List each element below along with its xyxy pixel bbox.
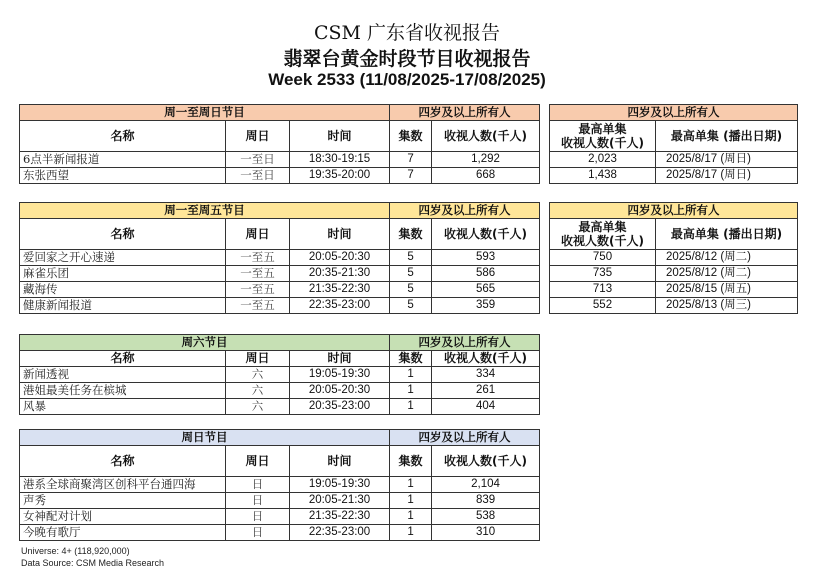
col-viewers: 收视人数(千人): [432, 446, 540, 477]
program-viewers: 593: [432, 250, 540, 266]
report-week: Week 2533 (11/08/2025-17/08/2025): [268, 70, 546, 89]
table-row: [20, 383, 540, 399]
col-peak-line1: 最高单集: [578, 122, 627, 136]
section-header: 周日节目: [20, 430, 390, 446]
col-day: 周日: [226, 446, 290, 477]
program-time: 22:35-23:00: [290, 298, 390, 314]
peak-viewers: 713: [550, 282, 656, 298]
col-episodes: 集数: [390, 219, 432, 250]
table-row: [550, 266, 798, 282]
col-peak-line1: 最高单集: [578, 220, 627, 234]
program-time: 18:30-19:15: [290, 152, 390, 168]
section-header: 周一至周日节目: [20, 105, 390, 121]
program-viewers: 261: [432, 383, 540, 399]
table-row: [20, 399, 540, 415]
program-name: 港姐最美任务在槟城: [20, 383, 226, 399]
col-viewers: 收视人数(千人): [432, 219, 540, 250]
program-name: 健康新闻报道: [20, 298, 226, 314]
program-episodes: 7: [390, 168, 432, 184]
audience-header: 四岁及以上所有人: [390, 335, 540, 351]
program-time: 20:35-23:00: [290, 399, 390, 415]
table-row: [20, 367, 540, 383]
peak-viewers: 750: [550, 250, 656, 266]
peak-viewers: 2,023: [550, 152, 656, 168]
table-row: [550, 298, 798, 314]
program-episodes: 5: [390, 266, 432, 282]
program-episodes: 1: [390, 383, 432, 399]
program-name: 新闻透视: [20, 367, 226, 383]
program-time: 19:35-20:00: [290, 168, 390, 184]
audience-header: 四岁及以上所有人: [390, 203, 540, 219]
program-day: 一至日: [226, 152, 290, 168]
program-name: 6点半新闻报道: [20, 152, 226, 168]
col-name: 名称: [20, 219, 226, 250]
col-viewers: 收视人数(千人): [432, 351, 540, 367]
report-subtitle: 翡翠台黄金时段节目收视报告: [283, 48, 531, 70]
section-header: 周六节目: [20, 335, 390, 351]
program-name: 爱回家之开心速递: [20, 250, 226, 266]
weekday-all-peak-table: [549, 104, 798, 184]
program-name: 藏海传: [20, 282, 226, 298]
table-row: [20, 152, 540, 168]
table-row: [550, 168, 798, 184]
col-day: 周日: [226, 219, 290, 250]
program-viewers: 359: [432, 298, 540, 314]
weekday-mf-table: [19, 202, 540, 314]
program-episodes: 1: [390, 367, 432, 383]
program-name: 港系全球商聚湾区创科平台通四海: [20, 477, 226, 493]
program-day: 一至五: [226, 266, 290, 282]
program-viewers: 538: [432, 509, 540, 525]
col-time: 时间: [290, 219, 390, 250]
saturday-table: [19, 334, 540, 415]
program-viewers: 2,104: [432, 477, 540, 493]
peak-date: 2025/8/15 (周五): [656, 282, 798, 298]
program-day: 六: [226, 399, 290, 415]
col-episodes: 集数: [390, 121, 432, 152]
table-row: [20, 266, 540, 282]
program-time: 19:05-19:30: [290, 367, 390, 383]
audience-header: 四岁及以上所有人: [550, 203, 798, 219]
col-peak-date: 最高单集 (播出日期): [656, 121, 798, 152]
program-day: 六: [226, 383, 290, 399]
audience-header: 四岁及以上所有人: [390, 430, 540, 446]
program-time: 21:35-22:30: [290, 282, 390, 298]
peak-date: 2025/8/12 (周二): [656, 250, 798, 266]
program-episodes: 7: [390, 152, 432, 168]
program-time: 21:35-22:30: [290, 509, 390, 525]
program-time: 20:05-21:30: [290, 493, 390, 509]
peak-viewers: 552: [550, 298, 656, 314]
program-day: 一至五: [226, 282, 290, 298]
col-day: 周日: [226, 121, 290, 152]
program-episodes: 1: [390, 525, 432, 541]
col-time: 时间: [290, 121, 390, 152]
sunday-table: [19, 429, 540, 541]
col-name: 名称: [20, 121, 226, 152]
col-time: 时间: [290, 351, 390, 367]
program-episodes: 1: [390, 509, 432, 525]
program-viewers: 668: [432, 168, 540, 184]
col-episodes: 集数: [390, 446, 432, 477]
table-row: [20, 509, 540, 525]
program-time: 20:35-21:30: [290, 266, 390, 282]
program-episodes: 5: [390, 298, 432, 314]
program-day: 日: [226, 477, 290, 493]
program-viewers: 586: [432, 266, 540, 282]
peak-date: 2025/8/12 (周二): [656, 266, 798, 282]
data-source-note: Data Source: CSM Media Research: [21, 558, 165, 568]
program-day: 一至五: [226, 298, 290, 314]
table-row: [20, 493, 540, 509]
peak-date: 2025/8/17 (周日): [656, 168, 798, 184]
table-row: [20, 282, 540, 298]
col-day: 周日: [226, 351, 290, 367]
audience-header: 四岁及以上所有人: [390, 105, 540, 121]
program-name: 声秀: [20, 493, 226, 509]
program-day: 日: [226, 493, 290, 509]
program-time: 19:05-19:30: [290, 477, 390, 493]
col-time: 时间: [290, 446, 390, 477]
program-episodes: 1: [390, 493, 432, 509]
table-row: [550, 282, 798, 298]
col-name: 名称: [20, 446, 226, 477]
table-row: [20, 298, 540, 314]
program-day: 一至五: [226, 250, 290, 266]
audience-header: 四岁及以上所有人: [550, 105, 798, 121]
table-row: [550, 250, 798, 266]
col-peak-date: 最高单集 (播出日期): [656, 219, 798, 250]
report-title: CSM 广东省收视报告: [313, 22, 501, 44]
col-peak-line2: 收视人数(千人): [561, 136, 644, 150]
weekday-mf-peak-table: [549, 202, 798, 314]
weekday-all-table: [19, 104, 540, 184]
program-viewers: 334: [432, 367, 540, 383]
program-name: 麻雀乐团: [20, 266, 226, 282]
program-viewers: 310: [432, 525, 540, 541]
col-peak: [550, 219, 656, 250]
peak-date: 2025/8/17 (周日): [656, 152, 798, 168]
program-viewers: 565: [432, 282, 540, 298]
program-day: 日: [226, 525, 290, 541]
program-episodes: 5: [390, 282, 432, 298]
table-row: [20, 250, 540, 266]
program-viewers: 404: [432, 399, 540, 415]
program-day: 日: [226, 509, 290, 525]
program-time: 20:05-20:30: [290, 383, 390, 399]
program-time: 20:05-20:30: [290, 250, 390, 266]
table-row: [20, 525, 540, 541]
section-header: 周一至周五节目: [20, 203, 390, 219]
program-episodes: 5: [390, 250, 432, 266]
col-peak-line2: 收视人数(千人): [561, 234, 644, 248]
program-name: 风暴: [20, 399, 226, 415]
program-name: 女神配对计划: [20, 509, 226, 525]
universe-note: Universe: 4+ (118,920,000): [21, 546, 130, 556]
col-name: 名称: [20, 351, 226, 367]
peak-viewers: 1,438: [550, 168, 656, 184]
program-day: 一至日: [226, 168, 290, 184]
peak-viewers: 735: [550, 266, 656, 282]
program-episodes: 1: [390, 399, 432, 415]
table-row: [550, 152, 798, 168]
table-row: [20, 477, 540, 493]
program-viewers: 839: [432, 493, 540, 509]
program-name: 东张西望: [20, 168, 226, 184]
program-viewers: 1,292: [432, 152, 540, 168]
program-day: 六: [226, 367, 290, 383]
col-episodes: 集数: [390, 351, 432, 367]
col-peak: [550, 121, 656, 152]
table-row: [20, 168, 540, 184]
col-viewers: 收视人数(千人): [432, 121, 540, 152]
program-time: 22:35-23:00: [290, 525, 390, 541]
program-episodes: 1: [390, 477, 432, 493]
program-name: 今晚有歌厅: [20, 525, 226, 541]
peak-date: 2025/8/13 (周三): [656, 298, 798, 314]
